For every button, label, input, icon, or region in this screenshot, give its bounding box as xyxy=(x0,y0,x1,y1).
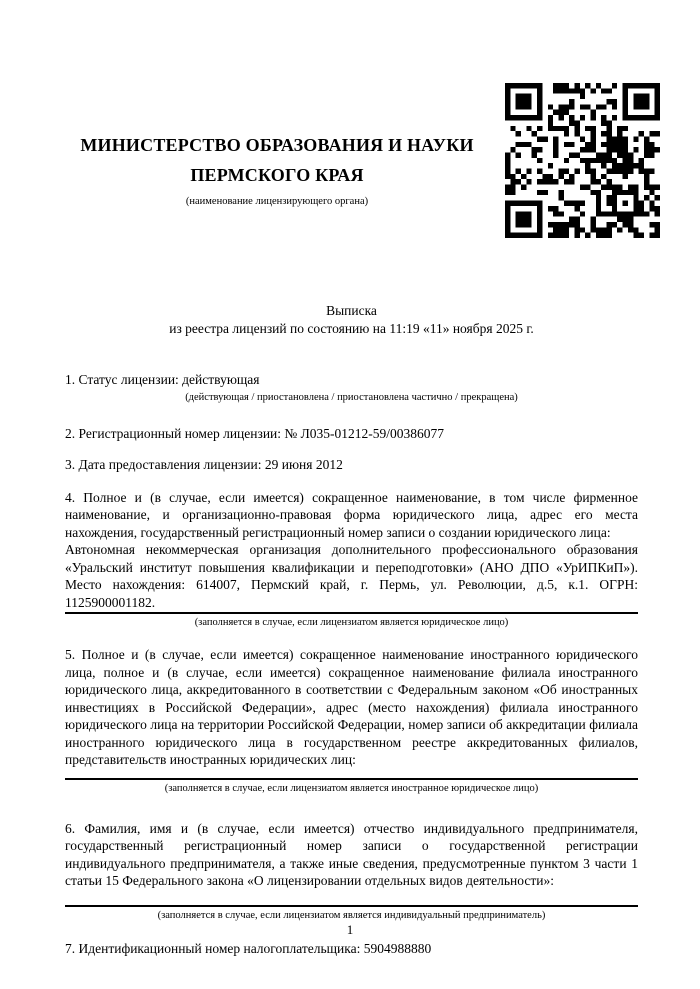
item-taxpayer-id xyxy=(65,940,638,958)
licensing-authority-block xyxy=(63,130,491,208)
item-individual-entrepreneur xyxy=(65,820,638,922)
page-number: 1 xyxy=(346,922,354,937)
individual-entrepreneur-note: (заполняется в случае, если лицензиатом является индивидуальный предприниматель) xyxy=(157,909,546,921)
legal-entity-value: Автономная некоммерческая организация дополнительного профессионального образования «Уральский институт повышения квалификации и переподготовки» (АНО ДПО «УрИПКиП»). Место нахождения: 614007, Пермский край, г. Пермь, ул. Революции, д.5, к.1. ОГРН: 1125900001182. xyxy=(65,542,638,610)
document-body xyxy=(65,302,638,957)
document-title xyxy=(65,302,638,337)
item-foreign-legal-entity xyxy=(65,646,638,795)
legal-entity-label: 4. Полное и (в случае, если имеется) сокращенное наименование, в том числе фирменное наименование, и организационно-правовая форма юридического лица, адрес его места нахождения, государственный регистрационный номер записи о создании юридического лица: xyxy=(65,489,638,540)
item-registration-number xyxy=(65,425,638,443)
legal-entity-note: (заполняется в случае, если лицензиатом является юридическое лицо) xyxy=(194,617,509,628)
document-title-line2: из реестра лицензий по состоянию на 11:19 «11» ноября 2025 г. xyxy=(169,320,534,336)
item-license-status xyxy=(65,371,638,404)
individual-entrepreneur-label: 6. Фамилия, имя и (в случае, если имеется) отчество индивидуального предпринимателя, государственный регистрационный номер записи о государственной регистрации индивидуального предпринимателя, а также иные сведения, предусмотренные пунктом 3 части 1 статьи 15 Федерального закона «О лицензировании отдельных видов деятельности»: xyxy=(65,820,638,888)
license-status-note: (действующая / приостановлена / приостановлена частично / прекращена) xyxy=(185,391,518,403)
ministry-name: МИНИСТЕРСТВО ОБРАЗОВАНИЯ И НАУКИ ПЕРМСКОГО КРАЯ xyxy=(80,135,474,185)
document-title-line1: Выписка xyxy=(326,303,377,318)
taxpayer-id-text: 7. Идентификационный номер налогоплательщика: 5904988880 xyxy=(65,940,432,956)
item-license-grant-date xyxy=(65,456,638,474)
license-status-text: 1. Статус лицензии: действующая xyxy=(65,372,260,387)
ministry-name-caption: (наименование лицензирующего органа) xyxy=(185,196,369,207)
foreign-legal-entity-label: 5. Полное и (в случае, если имеется) сокращенное наименование иностранного юридического лица, полное и (в случае, если имеется) сокращенное наименование филиала иностранного юридического лица, аккредитованного в соответствии с Федеральным законом «Об иностранных инвестициях в Российской Федерации», адрес (место нахождения) филиала иностранного юридического лица на территории Российской Федерации, номер записи об аккредитации филиала иностранного юридического лица в государственном реестре аккредитованных филиалов, представительств иностранных юридических лиц: xyxy=(65,647,638,767)
registration-number-text: 2. Регистрационный номер лицензии: № Л035-01212-59/00386077 xyxy=(65,425,445,441)
qr-code-icon xyxy=(505,83,660,238)
item-legal-entity xyxy=(65,489,638,630)
foreign-legal-entity-note: (заполняется в случае, если лицензиатом является иностранное юридическое лицо) xyxy=(164,782,539,794)
license-grant-date-text: 3. Дата предоставления лицензии: 29 июня 2012 xyxy=(65,457,343,472)
